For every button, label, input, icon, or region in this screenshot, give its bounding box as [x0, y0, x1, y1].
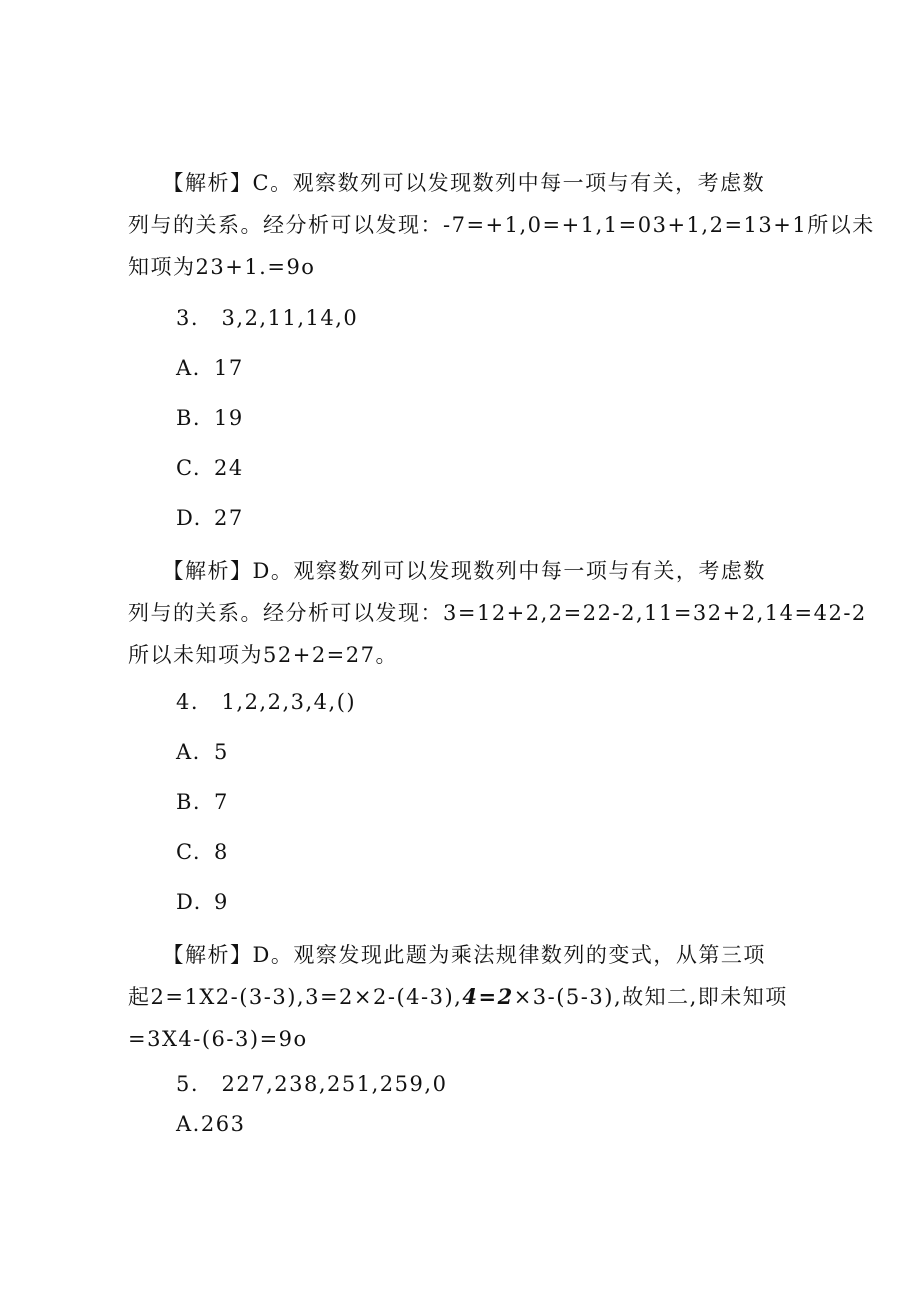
option-key: B. — [176, 790, 202, 814]
option-key: A. — [176, 356, 201, 380]
question-5-option-a — [176, 1110, 245, 1138]
option-key: D. — [176, 506, 202, 530]
option-value: 19 — [214, 406, 244, 430]
analysis-paragraph-3 — [128, 550, 867, 676]
analysis-4-line-2 — [128, 976, 808, 1018]
question-5-stem: 5. 227,238,251,259,0 — [176, 1072, 448, 1096]
analysis-4-line-3: =3X4-(6-3)=9o — [128, 1027, 308, 1051]
option-value: 5 — [214, 740, 229, 764]
option-key: C. — [176, 840, 201, 864]
option-value: 24 — [214, 456, 244, 480]
analysis-3-line-1: 【解析】D。观察数列可以发现数列中每一项与有关，考虑数 — [128, 559, 766, 583]
option-value: 27 — [214, 506, 244, 530]
question-3-option-d — [176, 504, 244, 532]
option-value: 17 — [214, 356, 244, 380]
option-key: A. — [176, 1112, 201, 1136]
question-3-stem: 3. 3,2,11,14,0 — [176, 306, 359, 330]
question-4-option-a — [176, 738, 229, 766]
question-3-option-a — [176, 354, 244, 382]
option-key: B. — [176, 406, 202, 430]
option-key: A. — [176, 740, 201, 764]
question-4-stem: 4. 1,2,2,3,4,() — [176, 690, 357, 714]
analysis-paragraph-1 — [128, 162, 875, 288]
analysis-1-line-2: 列与的关系。经分析可以发现：-7=+1,0=+1,1=03+1,2=13+1所以未 — [128, 213, 875, 237]
analysis-4-line-2-italic: 4=2 — [462, 984, 514, 1009]
analysis-1-line-1: 【解析】C。观察数列可以发现数列中每一项与有关，考虑数 — [128, 171, 766, 195]
question-4-option-c — [176, 838, 229, 866]
analysis-4-line-1: 【解析】D。观察发现此题为乘法规律数列的变式，从第三项 — [128, 943, 766, 967]
option-key: D. — [176, 890, 202, 914]
question-4-option-d — [176, 888, 229, 916]
question-4-option-b — [176, 788, 229, 816]
analysis-4-line-2-part-c: ×3-(5-3),故知二,即未知项 — [513, 985, 788, 1009]
option-value: 263 — [200, 1112, 246, 1136]
analysis-4-line-2-part-a: 起2=1X2-(3-3),3=2×2-(4-3), — [128, 985, 463, 1009]
question-3-option-c — [176, 454, 244, 482]
question-3-option-b — [176, 404, 244, 432]
analysis-3-line-2: 列与的关系。经分析可以发现：3=12+2,2=22-2,11=32+2,14=42-2 — [128, 601, 867, 625]
analysis-1-line-3: 知项为23+1.=9o — [128, 255, 316, 279]
analysis-3-line-3: 所以未知项为52+2=27。 — [128, 643, 398, 667]
analysis-paragraph-4 — [128, 934, 808, 1060]
option-key: C. — [176, 456, 201, 480]
option-value: 7 — [214, 790, 229, 814]
option-value: 8 — [214, 840, 229, 864]
option-value: 9 — [214, 890, 229, 914]
